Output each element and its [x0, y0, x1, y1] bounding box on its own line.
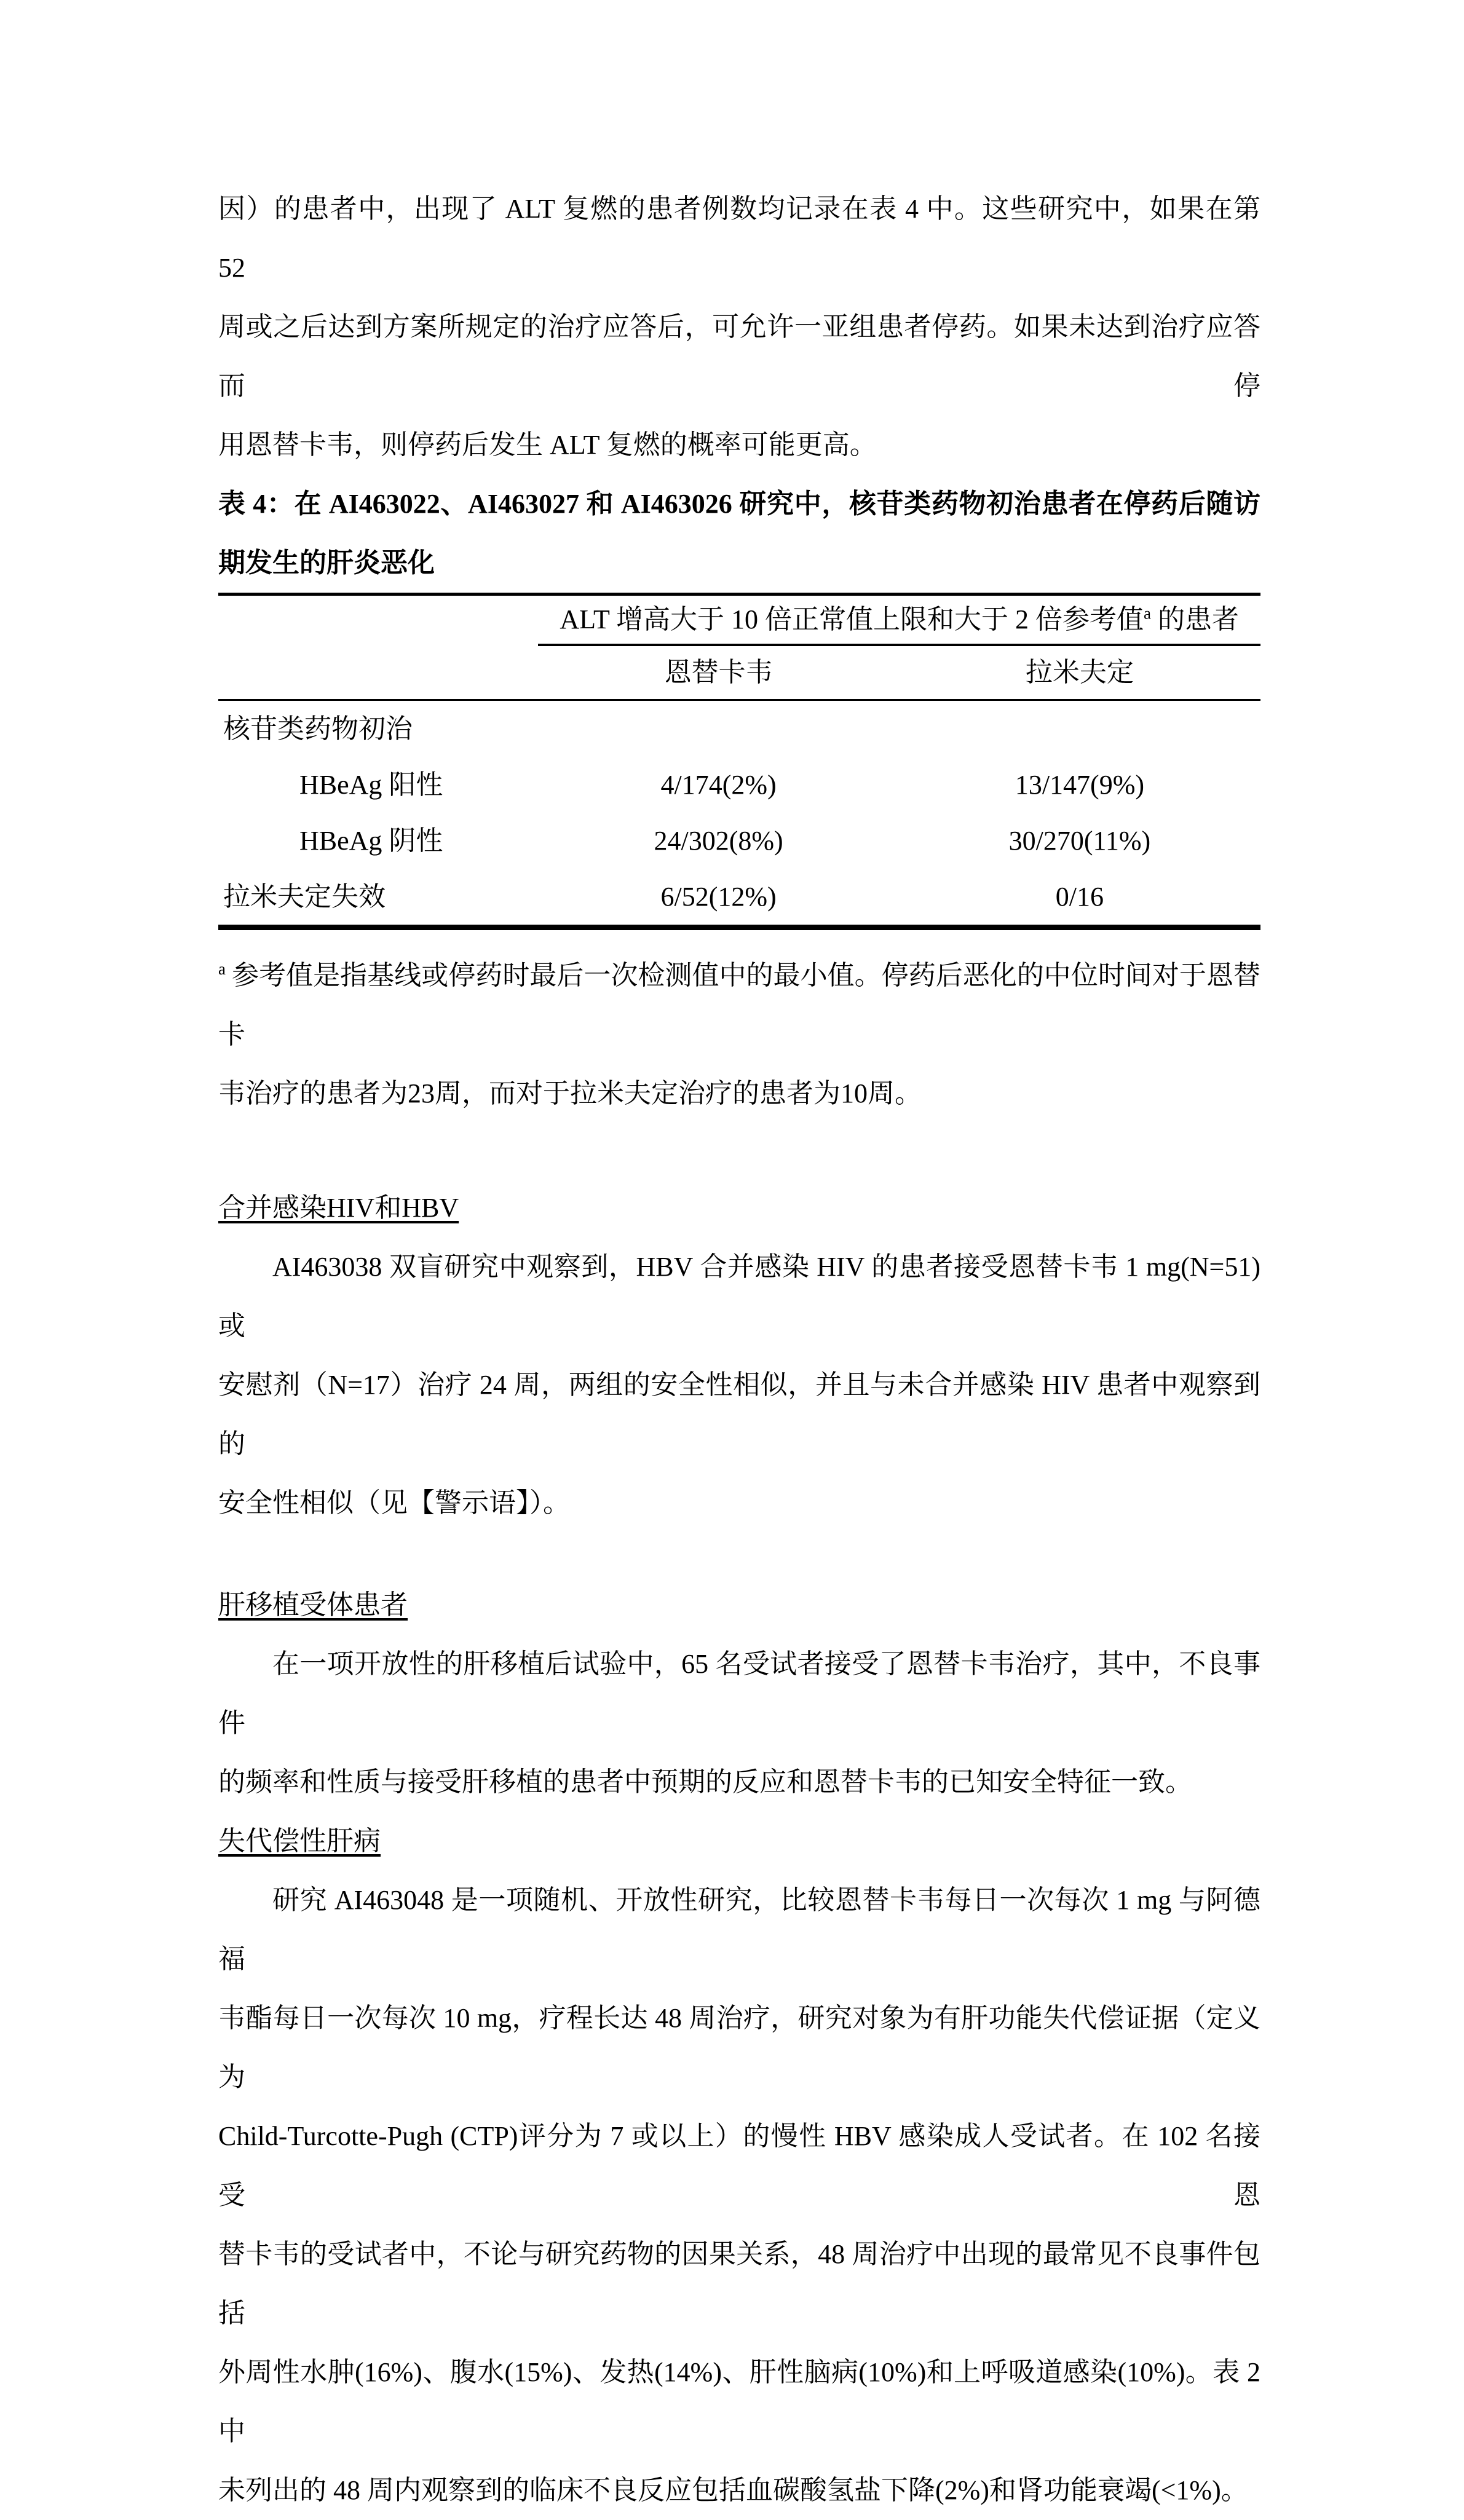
table4-header-row	[218, 596, 1260, 646]
table4-title-line: 期发生的肝炎恶化	[218, 548, 435, 578]
table4-header-span-cell	[538, 596, 1260, 646]
row-value-entecavir: 6/52(12%)	[660, 882, 777, 912]
paragraph-line: 韦酯每日一次每次 10 mg，疗程长达 48 周治疗，研究对象为有肝功能失代偿证据（定义为	[218, 2003, 1260, 2092]
footnote-text: 参考值是指基线或停药时最后一次检测值中的最小值。停药后恶化的中位时间对于恩替卡	[218, 960, 1260, 1049]
paragraph-line: 外周性水肿(16%)、腹水(15%)、发热(14%)、肝性脑病(10%)和上呼吸道感染(10%)。表 2 中	[218, 2357, 1260, 2446]
section-paragraph-hiv-hbv	[218, 1238, 1260, 1533]
table4-header-empty-cell	[218, 596, 538, 646]
row-label-lamivudine-refractory: 拉米夫定失效	[223, 882, 386, 912]
table-row	[218, 869, 1260, 925]
row-value-entecavir	[538, 701, 898, 757]
section-heading-liver-transplant	[218, 1576, 1260, 1635]
row-value-lamivudine	[899, 701, 1260, 757]
paragraph-line: 未列出的 48 周内观察到的临床不良反应包括血碳酸氢盐下降(2%)和肾功能衰竭(<1%)。	[218, 2475, 1248, 2505]
section-paragraph-decompensated	[218, 1871, 1260, 2520]
row-label-hbeag-negative: HBeAg 阴性	[299, 826, 443, 856]
paragraph-line: 安全性相似（见【警示语】）。	[218, 1488, 570, 1518]
column-header-lamivudine: 拉米夫定	[1025, 657, 1134, 687]
row-label-nucleoside-naive: 核苷类药物初治	[223, 714, 413, 744]
table4-header-superscript: a	[1144, 604, 1152, 623]
paragraph-line: Child-Turcotte-Pugh (CTP)评分为 7 或以上）的慢性 HBV 感染成人受试者。在 102 名接受恩	[218, 2121, 1260, 2210]
column-header-entecavir: 恩替卡韦	[664, 657, 773, 687]
intro-paragraph	[218, 180, 1260, 475]
row-label-hbeag-positive: HBeAg 阳性	[299, 770, 443, 800]
footnote-line: 韦治疗的患者为23周，而对于拉米夫定治疗的患者为10周。	[218, 1078, 922, 1108]
table4-title	[218, 475, 1260, 593]
footnote-line	[218, 946, 1260, 1064]
paragraph-line: 周或之后达到方案所规定的治疗应答后，可允许一亚组患者停药。如果未达到治疗应答而停	[218, 312, 1260, 401]
paragraph-line: AI463038 双盲研究中观察到，HBV 合并感染 HIV 的患者接受恩替卡韦 1 mg(N=51)或	[218, 1252, 1260, 1341]
paragraph-line: 在一项开放性的肝移植后试验中，65 名受试者接受了恩替卡韦治疗，其中，不良事件	[218, 1649, 1260, 1738]
section-heading-text: 失代偿性肝病	[218, 1826, 381, 1856]
table4-header-text-post: 的患者	[1151, 604, 1240, 634]
section-heading-decompensated	[218, 1812, 1260, 1871]
paragraph-line: 研究 AI463048 是一项随机、开放性研究，比较恩替卡韦每日一次每次 1 mg 与阿德福	[218, 1885, 1260, 1974]
table4-title-line: 表 4：在 AI463022、AI463027 和 AI463026 研究中，核苷类药物初治患者在停药后随访	[218, 489, 1260, 519]
paragraph-line: 用恩替卡韦，则停药后发生 ALT 复燃的概率可能更高。	[218, 430, 877, 460]
table4-subheader-empty-cell	[218, 646, 538, 699]
table4	[218, 593, 1260, 930]
section-paragraph-liver-transplant	[218, 1635, 1260, 1812]
table4-footnote	[218, 946, 1260, 1123]
row-value-entecavir: 4/174(2%)	[660, 770, 777, 800]
section-heading-text: 合并感染HIV和HBV	[218, 1193, 459, 1223]
section-heading-hiv-hbv	[218, 1179, 1260, 1238]
footnote-superscript: a	[218, 960, 226, 979]
paragraph-line: 替卡韦的受试者中，不论与研究药物的因果关系，48 周治疗中出现的最常见不良事件包括	[218, 2239, 1260, 2328]
row-value-lamivudine: 13/147(9%)	[1015, 770, 1144, 800]
table4-subheader-row	[218, 646, 1260, 701]
table-row	[218, 813, 1260, 869]
table4-header-text: ALT 增高大于 10 倍正常值上限和大于 2 倍参考值	[560, 604, 1144, 634]
row-value-lamivudine: 0/16	[1055, 882, 1104, 912]
row-value-entecavir: 24/302(8%)	[654, 826, 783, 856]
paragraph-line: 因）的患者中，出现了 ALT 复燃的患者例数均记录在表 4 中。这些研究中，如果在第 52	[218, 194, 1260, 283]
table-row	[218, 757, 1260, 813]
table-row	[218, 701, 1260, 757]
section-heading-text: 肝移植受体患者	[218, 1590, 408, 1620]
paragraph-line: 的频率和性质与接受肝移植的患者中预期的反应和恩替卡韦的已知安全特征一致。	[218, 1767, 1192, 1797]
row-value-lamivudine: 30/270(11%)	[1008, 826, 1151, 856]
paragraph-line: 安慰剂（N=17）治疗 24 周，两组的安全性相似，并且与未合并感染 HIV 患者中观察到的	[218, 1370, 1260, 1459]
